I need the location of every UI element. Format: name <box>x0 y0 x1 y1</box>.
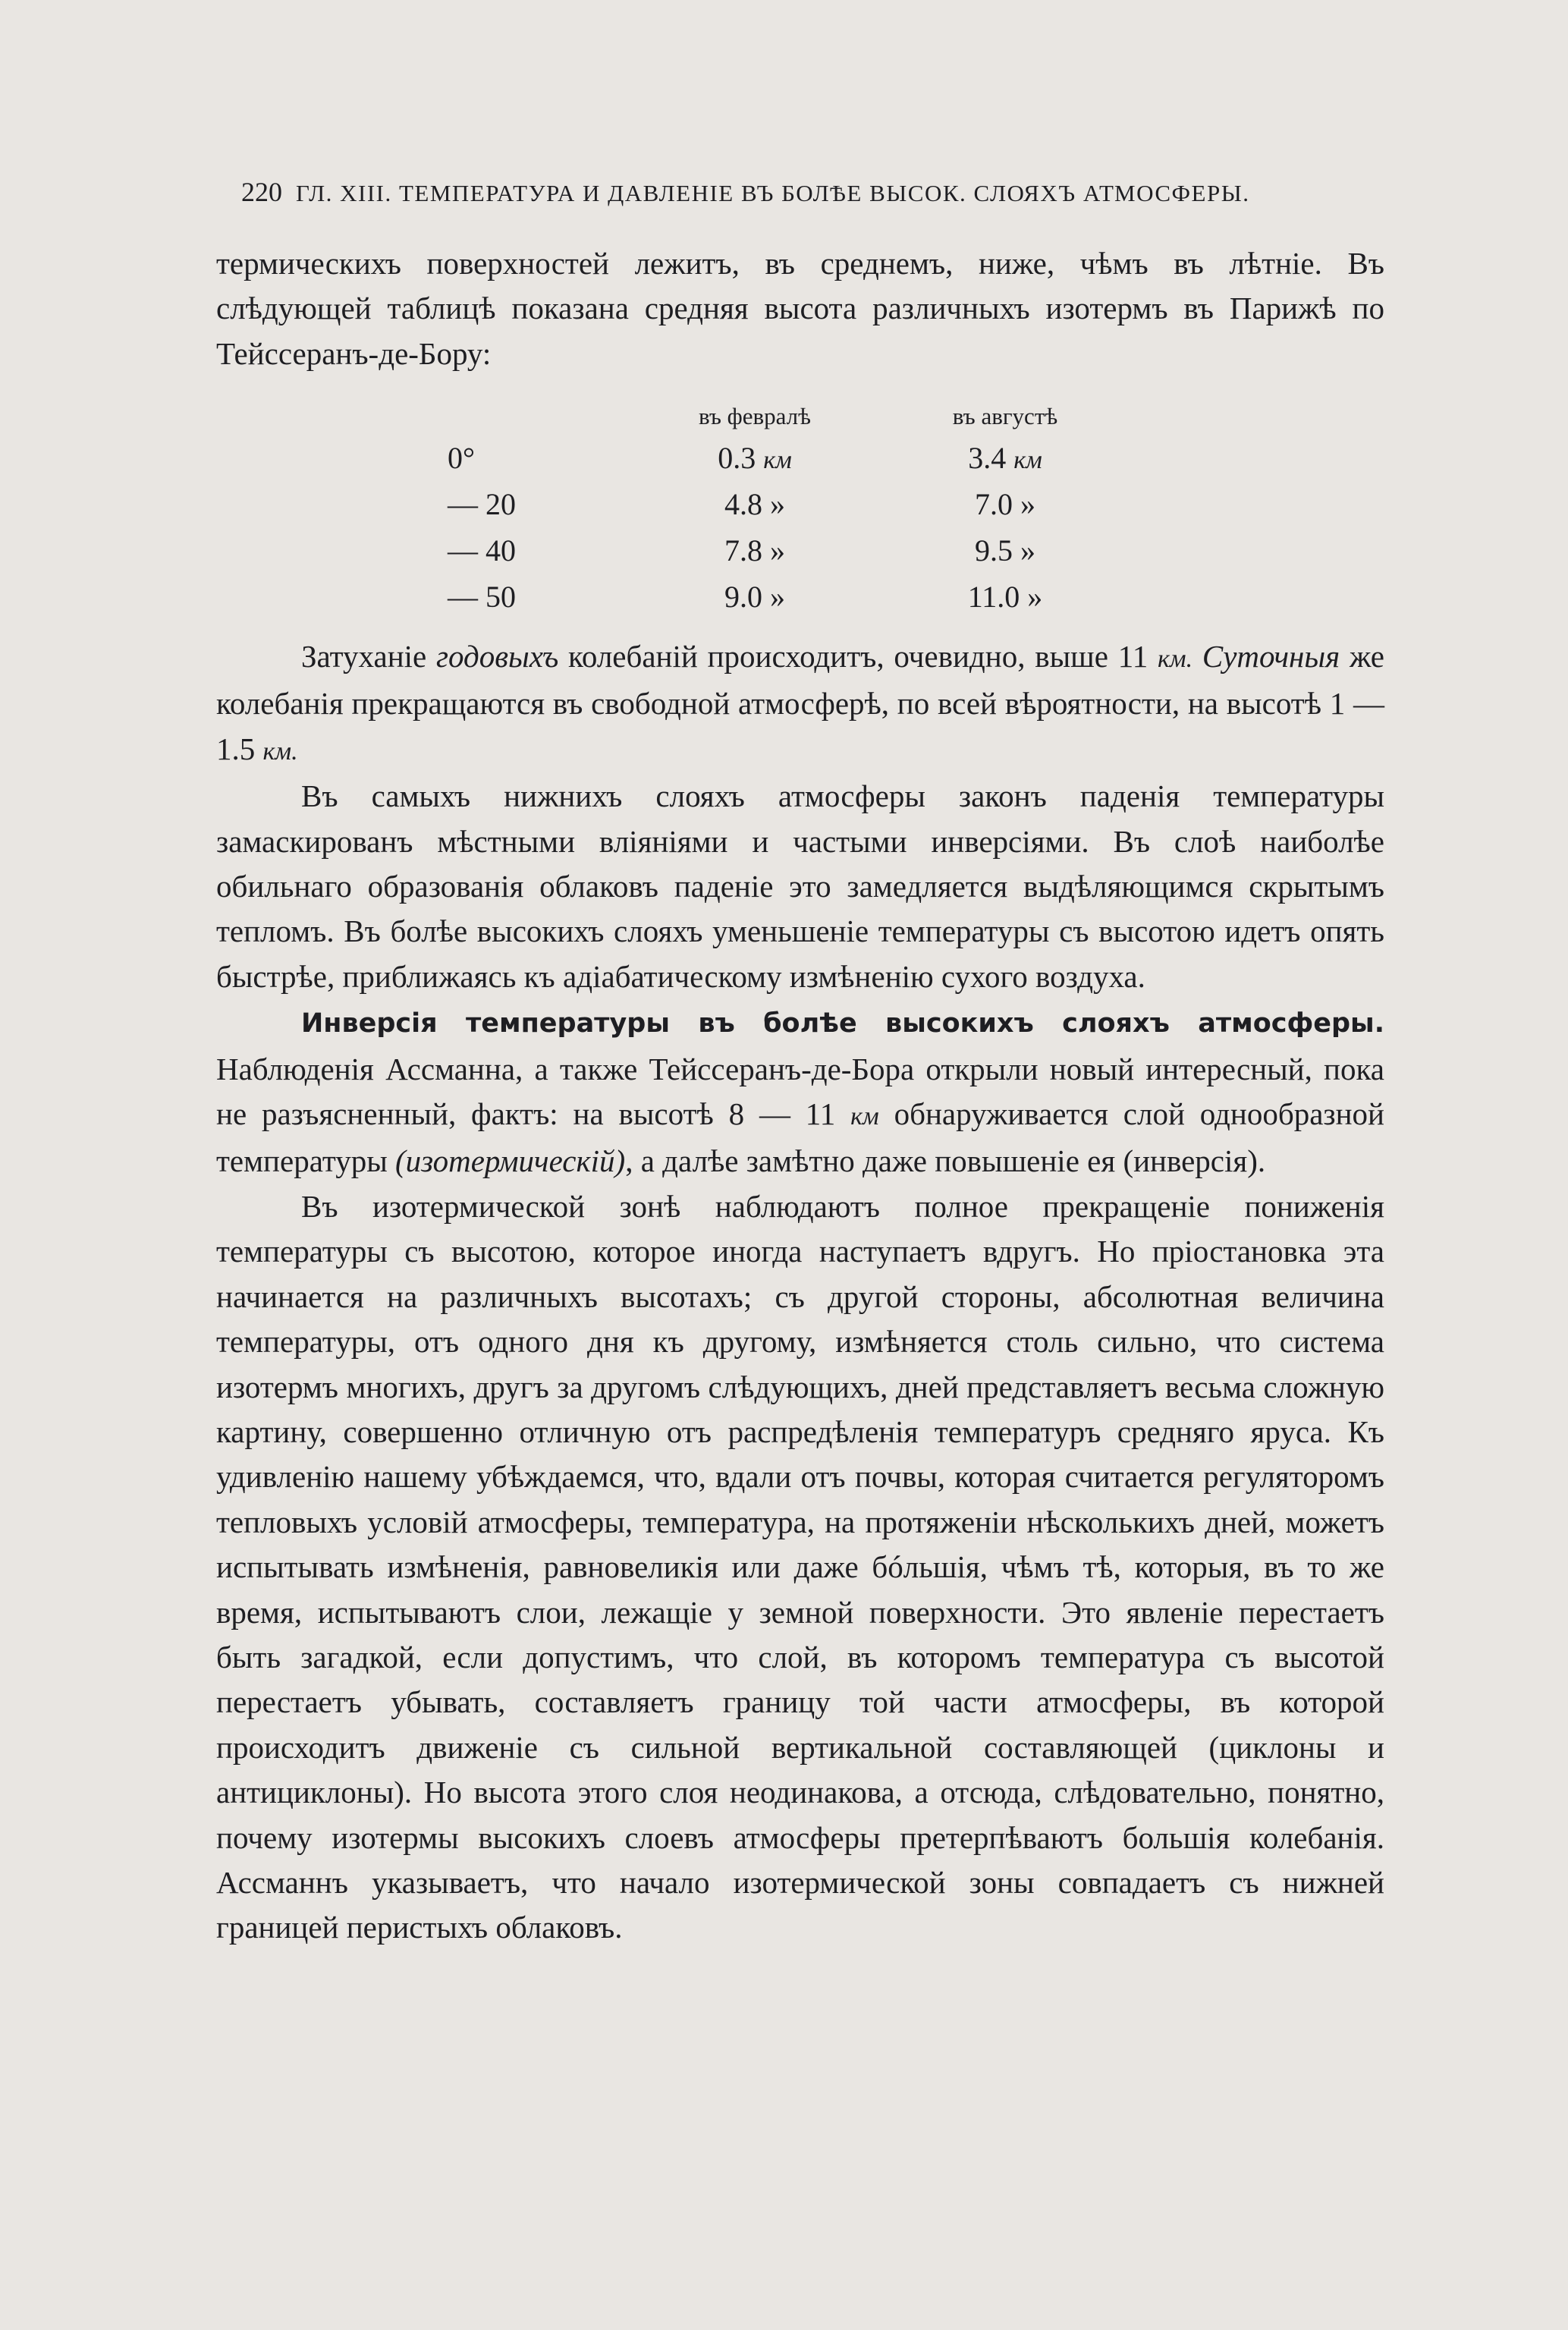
aug-value: 11.0 <box>967 580 1020 614</box>
table-row <box>448 435 1115 481</box>
feb-cell <box>614 435 895 481</box>
aug-unit: км <box>1013 446 1042 474</box>
aug-unit: » <box>1020 487 1035 521</box>
main-text <box>216 634 1384 1951</box>
page-number: 220 <box>241 177 282 207</box>
aug-cell <box>895 435 1115 481</box>
feb-unit: » <box>770 533 785 568</box>
feb-unit: км <box>763 446 792 474</box>
feb-value: 0.3 <box>718 441 756 475</box>
temp-cell: — 20 <box>448 487 516 521</box>
table-header-row <box>448 398 1115 435</box>
table-row <box>448 527 1115 574</box>
table-row <box>448 481 1115 527</box>
running-title: ГЛ. XIII. ТЕМПЕРАТУРА И ДАВЛЕНІЕ ВЪ БОЛѢЕ ВЫСОК. СЛОЯХЪ АТМОСФЕРЫ. <box>296 180 1250 206</box>
feb-value: 9.0 <box>724 580 762 614</box>
intro-paragraph: термическихъ поверхностей лежитъ, въ среднемъ, ниже, чѣмъ въ лѣтніе. Въ слѣдующей таблицѣ показана средняя высота различныхъ изотермъ въ Парижѣ по Тейссеранъ-де-Бору: <box>216 246 1384 371</box>
aug-cell <box>895 481 1115 527</box>
aug-value: 9.5 <box>975 533 1013 568</box>
paragraph-lower-layers: Въ самыхъ нижнихъ слояхъ атмосферы законъ паденія температуры замаскированъ мѣстными вліяніями и частыми инверсіями. Въ слоѣ наиболѣе обильнаго образованія облаковъ паденіе это замедляется выдѣляющимся скрытымъ тепломъ. Въ болѣе высокихъ слояхъ уменьшеніе температуры съ высотою идетъ опять быстрѣе, приближаясь къ адіабатическому измѣненію сухого воздуха. <box>216 778 1384 994</box>
intro-block <box>216 241 1384 376</box>
paragraph-damping: Затуханіе годовыхъ колебаній происходитъ, очевидно, выше 11 км. Суточныя же колебанія прекращаются въ свободной атмосферѣ, по всей вѣроятности, на высотѣ 1 — 1.5 км. <box>216 639 1384 766</box>
temp-cell: 0° <box>448 441 475 475</box>
temp-cell: — 40 <box>448 533 516 568</box>
feb-cell <box>614 527 895 574</box>
section-heading: Инверсія температуры въ болѣе высокихъ слояхъ атмосферы. <box>301 1008 1384 1039</box>
column-header-august: въ августѣ <box>952 403 1058 429</box>
feb-cell <box>614 574 895 620</box>
isotherm-height-table <box>448 398 1115 620</box>
aug-cell <box>895 574 1115 620</box>
running-header <box>241 176 1379 208</box>
aug-unit: » <box>1020 533 1035 568</box>
feb-cell <box>614 481 895 527</box>
paragraph-inversion: Инверсія температуры въ болѣе высокихъ слояхъ атмосферы. Наблюденія Ассманна, а также Тейссеранъ-де-Бора открыли новый интересный, пока не разъясненный, фактъ: на высотѣ 8 — 11 км обнаруживается слой однообразной температуры (изотермическій), а далѣе замѣтно даже повышеніе ея (инверсія). <box>216 1008 1384 1179</box>
feb-value: 7.8 <box>724 533 762 568</box>
table-row <box>448 574 1115 620</box>
aug-value: 7.0 <box>975 487 1013 521</box>
feb-unit: » <box>770 580 785 614</box>
aug-cell <box>895 527 1115 574</box>
feb-value: 4.8 <box>724 487 762 521</box>
aug-value: 3.4 <box>968 441 1007 475</box>
column-header-february: въ февралѣ <box>699 403 811 429</box>
feb-unit: » <box>770 487 785 521</box>
paragraph-isothermal: Въ изотермической зонѣ наблюдаютъ полное прекращеніе пониженія температуры съ высотою, которое иногда наступаетъ вдругъ. Но пріостановка эта начинается на различныхъ высотахъ; съ другой стороны, абсолютная величина температуры, отъ одного дня къ другому, измѣняется столь сильно, что система изотермъ многихъ, другъ за другомъ слѣдующихъ, дней представляетъ весьма сложную картину, совершенно отличную отъ распредѣленія температуръ средняго яруса. Къ удивленію нашему убѣждаемся, что, вдали отъ почвы, которая считается регуляторомъ тепловыхъ условій атмосферы, температура, на протяженіи нѣсколькихъ дней, можетъ испытывать измѣненія, равновеликія или даже бóльшія, чѣмъ тѣ, которыя, въ то же время, испытываютъ слои, лежащіе у земной поверхности. Это явленіе перестаетъ быть загадкой, если допустимъ, что слой, въ которомъ температура съ высотой перестаетъ убывать, составляетъ границу той части атмосферы, въ которой происходитъ движеніе съ сильной вертикальной составляющей (циклоны и антициклоны). Но высота этого слоя неодинакова, а отсюда, слѣдовательно, понятно, почему изотермы высокихъ слоевъ атмосферы претерпѣваютъ большія колебанія. Ассманнъ указываетъ, что начало изотермической зоны совпадаетъ съ нижней границей перистыхъ облаковъ. <box>216 1188 1384 1945</box>
aug-unit: » <box>1027 580 1043 614</box>
column-header-temp <box>448 398 614 435</box>
temp-cell: — 50 <box>448 580 516 614</box>
